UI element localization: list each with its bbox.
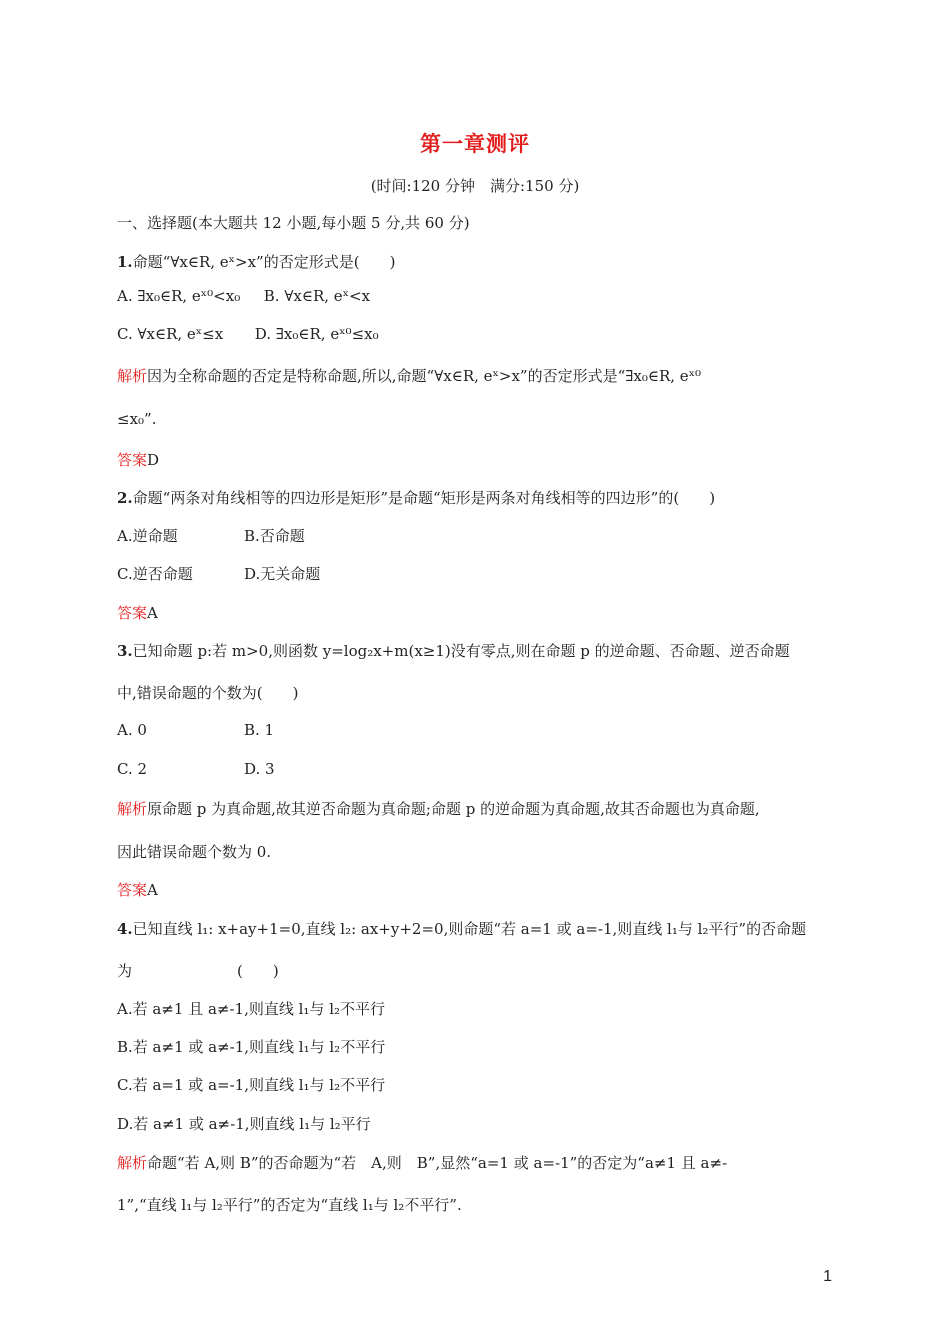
option-c: C.若 a=1 或 a=-1,则直线 l₁与 l₂不平行 [117,1076,386,1094]
analysis-label: 解析 [117,1154,148,1172]
option-row [117,563,320,584]
analysis-continued: ≤x₀”. [117,410,157,428]
option-c: C.逆否命题 [117,565,193,583]
page-number: 1 [823,1268,832,1285]
option-a: A.若 a≠1 且 a≠-1,则直线 l₁与 l₂不平行 [117,1000,386,1018]
analysis-text: 命题“若 A,则 B”的否命题为“若 A,则 B”,显然“a=1 或 a=-1”的否定为“a≠1 且 a≠- [147,1154,728,1172]
analysis [117,798,760,819]
answer-label: 答案 [117,881,148,899]
answer-value: A [147,881,158,899]
option-b: B. ∀x∈R, eˣ<x [263,287,371,305]
option-d: D. 3 [244,760,275,778]
question-stem: 命题“两条对角线相等的四边形是矩形”是命题“矩形是两条对角线相等的四边形”的( ) [132,489,716,507]
question-number: 1. [117,253,133,271]
answer [117,449,159,470]
option-b: B.否命题 [244,527,305,545]
analysis [117,1152,727,1173]
option-b: B. 1 [244,721,275,739]
option-d: D.若 a≠1 或 a≠-1,则直线 l₁与 l₂平行 [117,1115,371,1133]
answer [117,879,158,900]
option-a: A.逆命题 [117,527,178,545]
answer-value: A [147,604,158,622]
analysis-continued: 1”,“直线 l₁与 l₂平行”的否定为“直线 l₁与 l₂不平行”. [117,1196,462,1214]
question-number: 2. [117,489,133,507]
option-row [117,325,379,343]
analysis-label: 解析 [117,800,148,818]
question-stem: 已知直线 l₁: x+ay+1=0,直线 l₂: ax+y+2=0,则命题“若 a=1 或 a=-1,则直线 l₁与 l₂平行”的否命题 [132,920,807,938]
answer-value: D [147,451,160,469]
question-stem-continued: 为 ( ) [117,962,279,980]
answer-label: 答案 [117,451,148,469]
analysis [117,365,701,386]
option-d: D.无关命题 [244,565,321,583]
question-number: 3. [117,642,133,660]
option-d: D. ∃x₀∈R, eˣ⁰≤x₀ [254,325,379,343]
option-c: C. ∀x∈R, eˣ≤x [117,325,224,343]
answer [117,602,158,623]
analysis-continued: 因此错误命题个数为 0. [117,843,272,861]
option-a: A. ∃x₀∈R, eˣ⁰<x₀ [117,287,241,305]
option-a: A. 0 [117,721,147,739]
analysis-text: 因为全称命题的否定是特称命题,所以,命题“∀x∈R, eˣ>x”的否定形式是“∃x₀∈R, eˣ⁰ [147,367,702,385]
analysis-label: 解析 [117,367,148,385]
question-2 [117,487,715,508]
option-row [117,760,275,778]
question-stem-continued: 中,错误命题的个数为( ) [117,684,299,702]
option-row [117,721,274,739]
page-title: 第一章测评 [420,132,530,156]
option-row [117,287,370,305]
option-c: C. 2 [117,760,148,778]
answer-label: 答案 [117,604,148,622]
option-b: B.若 a≠1 或 a≠-1,则直线 l₁与 l₂不平行 [117,1038,386,1056]
analysis-text: 原命题 p 为真命题,故其逆否命题为真命题;命题 p 的逆命题为真命题,故其否命题也为真命题, [147,800,760,818]
section-heading: 一、选择题(本大题共 12 小题,每小题 5 分,共 60 分) [117,214,470,232]
question-stem: 已知命题 p:若 m>0,则函数 y=log₂x+m(x≥1)没有零点,则在命题 p 的逆命题、否命题、逆否命题 [132,642,790,660]
option-row [117,525,305,546]
exam-info: (时间:120 分钟 满分:150 分) [370,177,580,195]
question-3 [117,640,790,661]
question-number: 4. [117,920,133,938]
question-1 [117,251,395,272]
question-4 [117,918,806,939]
question-stem: 命题“∀x∈R, eˣ>x”的否定形式是( ) [132,253,396,271]
